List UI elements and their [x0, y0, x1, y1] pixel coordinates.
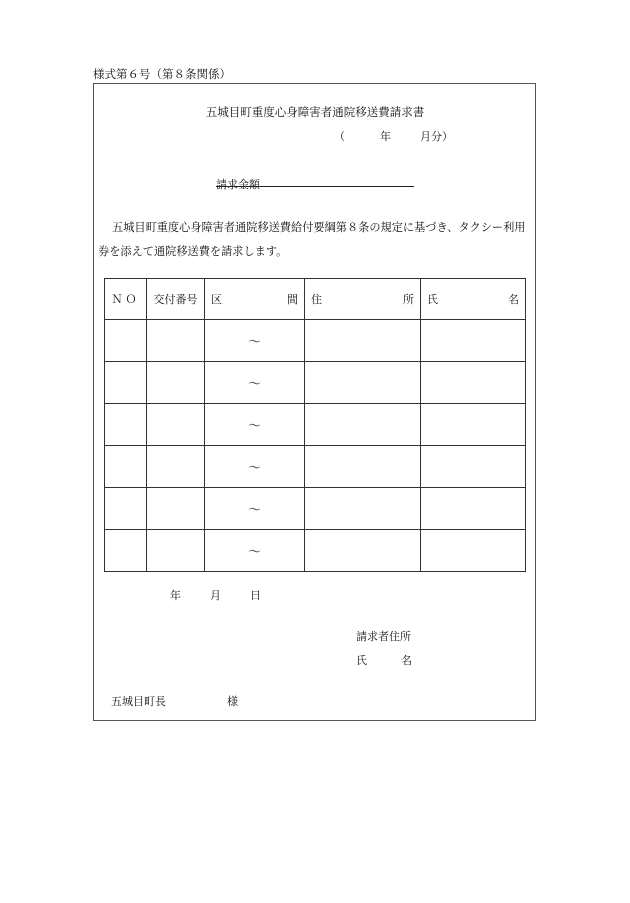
table-row [105, 446, 526, 488]
requester-address-label: 請求者住所 [356, 630, 411, 643]
cell-name[interactable] [421, 320, 526, 362]
cell-no[interactable] [105, 530, 147, 572]
cell-address[interactable] [305, 488, 421, 530]
header-section-a: 区 [211, 293, 222, 306]
header-address [305, 279, 421, 320]
date-year-label: 年 [170, 589, 181, 602]
cell-section[interactable]: ～ [205, 446, 305, 488]
cell-name[interactable] [421, 404, 526, 446]
header-name-a: 氏 [427, 293, 438, 306]
cell-address[interactable] [305, 446, 421, 488]
period-year-label: 年 [380, 130, 391, 143]
request-table [104, 278, 526, 572]
cell-section[interactable]: ～ [205, 530, 305, 572]
header-section [205, 279, 305, 320]
cell-name[interactable] [421, 530, 526, 572]
header-section-b: 間 [287, 293, 298, 306]
date-month-label: 月 [210, 589, 221, 602]
cell-ticket[interactable] [147, 488, 205, 530]
requester-name-label [356, 652, 412, 668]
amount-field-line[interactable] [216, 186, 414, 187]
cell-address[interactable] [305, 530, 421, 572]
cell-ticket[interactable] [147, 362, 205, 404]
cell-address[interactable] [305, 362, 421, 404]
document-title: 五城目町重度心身障害者通院移送費請求書 [205, 105, 425, 119]
cell-section[interactable]: ～ [205, 404, 305, 446]
cell-no[interactable] [105, 488, 147, 530]
requester-name-a: 氏 [356, 654, 367, 667]
header-ticket-number: 交付番号 [147, 279, 205, 320]
cell-ticket[interactable] [147, 320, 205, 362]
header-name-b: 名 [508, 293, 519, 306]
cell-no[interactable] [105, 362, 147, 404]
cell-ticket[interactable] [147, 530, 205, 572]
period-open: （ [334, 130, 345, 143]
cell-name[interactable] [421, 488, 526, 530]
addressee-honorific: 様 [227, 695, 238, 708]
cell-ticket[interactable] [147, 446, 205, 488]
cell-address[interactable] [305, 320, 421, 362]
header-address-a: 住 [311, 293, 322, 306]
table-row [105, 488, 526, 530]
cell-no[interactable] [105, 404, 147, 446]
cell-section[interactable]: ～ [205, 320, 305, 362]
billing-period [334, 128, 453, 144]
table-row [105, 362, 526, 404]
cell-address[interactable] [305, 404, 421, 446]
request-date [170, 587, 261, 603]
cell-section[interactable]: ～ [205, 362, 305, 404]
header-no: ＮＯ [105, 279, 147, 320]
header-name [421, 279, 526, 320]
amount-label: 請求金額 [216, 178, 260, 191]
table-row [105, 530, 526, 572]
date-day-label: 日 [250, 589, 261, 602]
addressee-mayor: 五城目町長 [111, 695, 166, 708]
form-number: 様式第６号（第８条関係） [93, 67, 231, 81]
period-month-label: 月分） [420, 130, 453, 143]
cell-ticket[interactable] [147, 404, 205, 446]
table-row [105, 320, 526, 362]
requester-name-b: 名 [401, 654, 412, 667]
table-row [105, 404, 526, 446]
cell-name[interactable] [421, 446, 526, 488]
cell-no[interactable] [105, 320, 147, 362]
header-address-b: 所 [403, 293, 414, 306]
table-header-row [105, 279, 526, 320]
cell-no[interactable] [105, 446, 147, 488]
request-statement: 五城目町重度心身障害者通院移送費給付要綱第８条の規定に基づき、タクシー利用券を添えて通院移送費を請求します。 [98, 221, 526, 258]
cell-section[interactable]: ～ [205, 488, 305, 530]
cell-name[interactable] [421, 362, 526, 404]
